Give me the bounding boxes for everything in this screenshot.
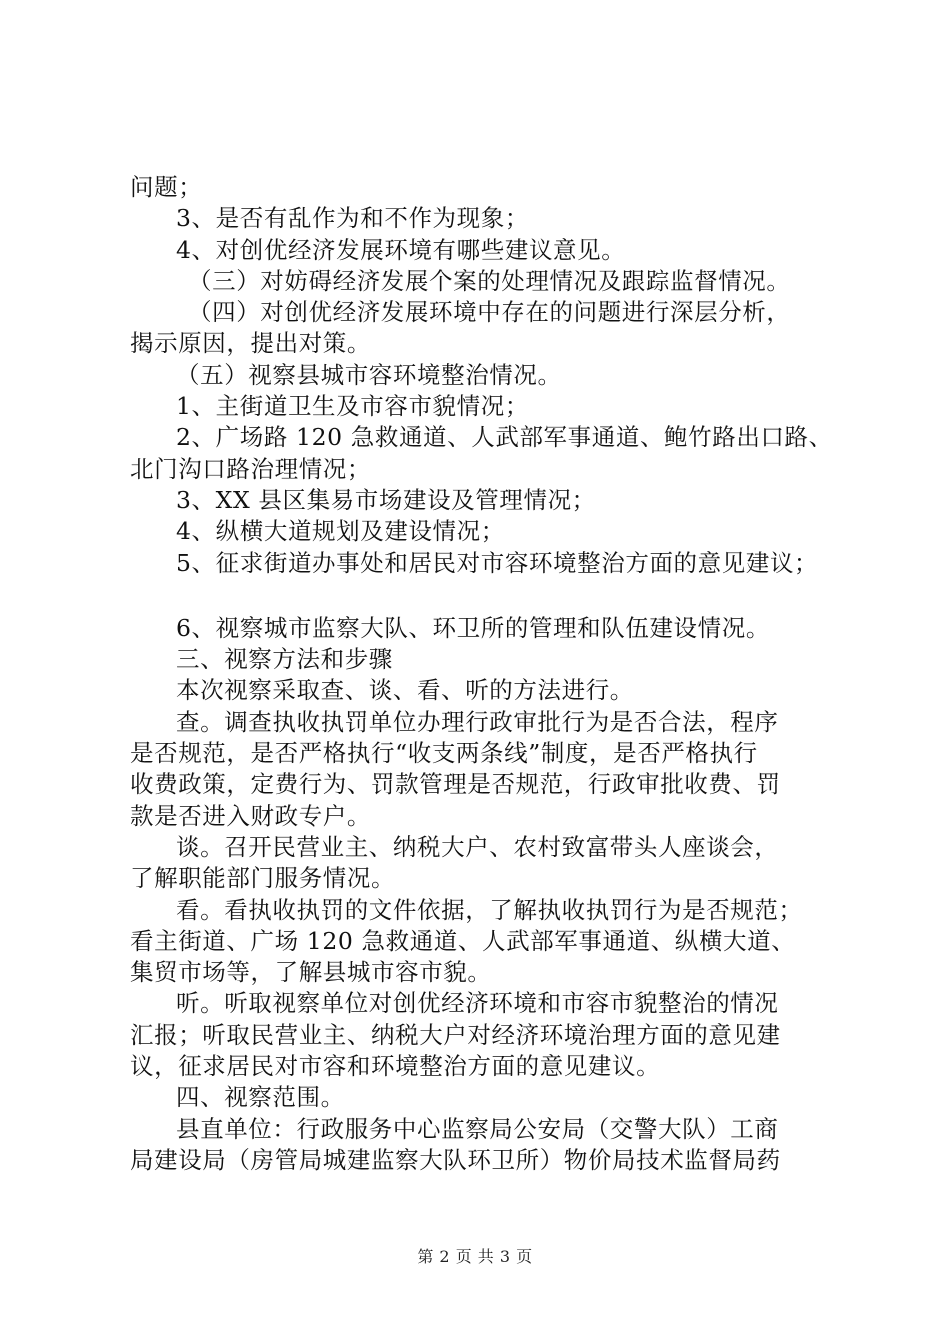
text-line: 5、征求街道办事处和居民对市容环境整治方面的意见建议； bbox=[176, 548, 819, 577]
text-line: 谈。召开民营业主、纳税大户、农村致富带头人座谈会， bbox=[176, 832, 779, 861]
document-body bbox=[130, 172, 850, 1176]
text-line: 问题； bbox=[130, 173, 203, 201]
paragraph-gap bbox=[130, 579, 850, 613]
text-line: 汇报；听取民营业主、纳税大户对经济环境治理方面的意见建 bbox=[130, 1020, 781, 1049]
text-line: 1、主街道卫生及市容市貌情况； bbox=[176, 392, 529, 421]
text-line: 县直单位：行政服务中心监察局公安局（交警大队）工商 bbox=[176, 1114, 779, 1143]
text-line: 查。调查执收执罚单位办理行政审批行为是否合法，程序 bbox=[176, 707, 779, 736]
page-footer bbox=[0, 1247, 950, 1267]
text-line: 集贸市场等，了解县城市容市貌。 bbox=[130, 958, 492, 987]
page-number-label: 第 2 页 共 3 页 bbox=[417, 1247, 533, 1266]
section-heading: 四、视察范围。 bbox=[176, 1083, 345, 1112]
text-line: 6、视察城市监察大队、环卫所的管理和队伍建设情况。 bbox=[176, 613, 770, 642]
section-heading: （四）对创优经济发展环境中存在的问题进行深层分析， bbox=[188, 298, 791, 327]
text-line: 议，征求居民对市容和环境整治方面的意见建议。 bbox=[130, 1052, 661, 1081]
text-line: 是否规范，是否严格执行“收支两条线”制度，是否严格执行 bbox=[130, 739, 758, 768]
text-line: 3、XX 县区集易市场建设及管理情况； bbox=[176, 485, 596, 514]
section-heading: （三）对妨碍经济发展个案的处理情况及跟踪监督情况。 bbox=[188, 266, 791, 295]
text-line: 看。看执收执罚的文件依据，了解执收执罚行为是否规范； bbox=[176, 895, 803, 924]
text-line: 了解职能部门服务情况。 bbox=[130, 864, 396, 893]
text-line: 收费政策，定费行为、罚款管理是否规范，行政审批收费、罚 bbox=[130, 770, 781, 799]
text-line: 4、纵横大道规划及建设情况； bbox=[176, 517, 505, 546]
text-line: 揭示原因，提出对策。 bbox=[130, 329, 371, 358]
section-heading: 三、视察方法和步骤 bbox=[176, 645, 393, 674]
text-line: 2、广场路 120 急救通道、人武部军事通道、鲍竹路出口路、 bbox=[176, 423, 833, 452]
text-line: 局建设局（房管局城建监察大队环卫所）物价局技术监督局药 bbox=[130, 1145, 781, 1174]
text-line: 本次视察采取查、谈、看、听的方法进行。 bbox=[176, 676, 634, 705]
text-line: 北门沟口路治理情况； bbox=[130, 454, 371, 483]
section-heading: （五）视察县城市容环境整治情况。 bbox=[176, 360, 562, 389]
text-line: 4、对创优经济发展环境有哪些建议意见。 bbox=[176, 235, 626, 264]
text-line: 款是否进入财政专户。 bbox=[130, 801, 371, 830]
text-line: 看主街道、广场 120 急救通道、人武部军事通道、纵横大道、 bbox=[130, 926, 796, 955]
text-line: 3、是否有乱作为和不作为现象； bbox=[176, 204, 529, 233]
text-line: 听。听取视察单位对创优经济环境和市容市貌整治的情况 bbox=[176, 989, 779, 1018]
